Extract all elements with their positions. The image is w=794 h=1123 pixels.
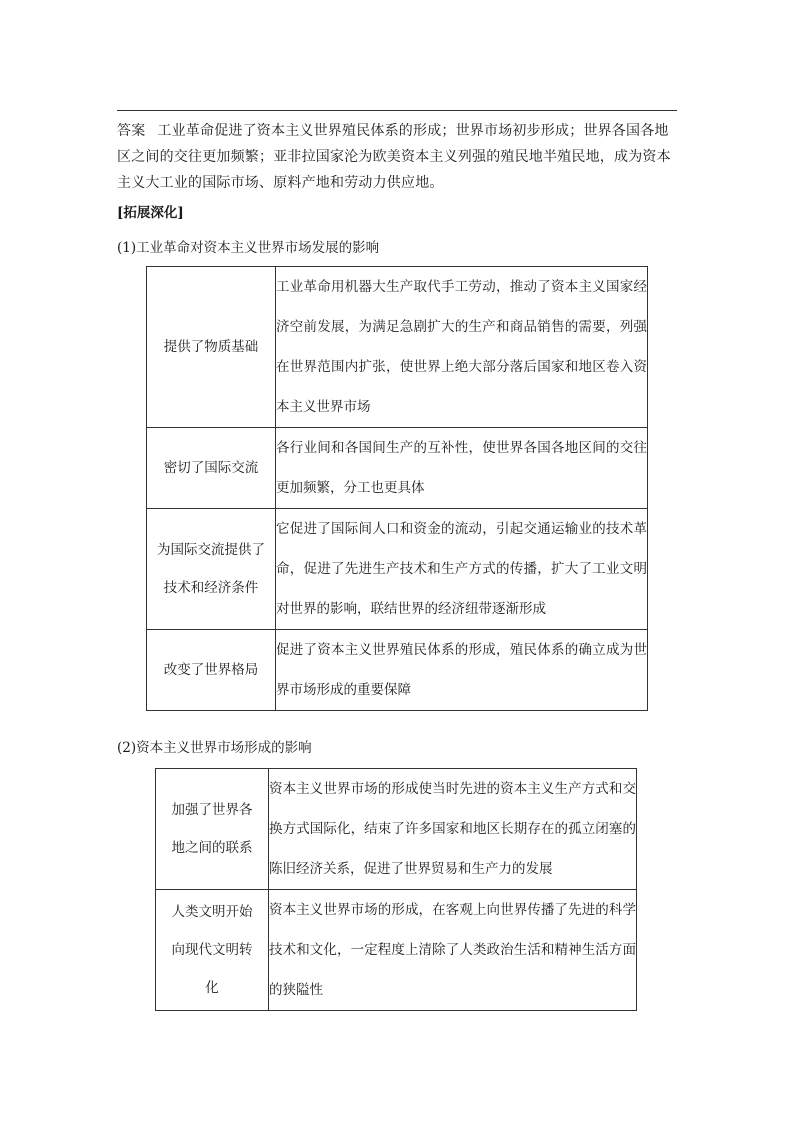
table1 [146,266,648,711]
row-value: 各行业间和各国间生产的互补性，使世界各国各地区间的交往更加频繁，分工也更具体 [276,428,648,509]
section-tag: [拓展深化] [117,205,184,221]
table2 [155,768,637,1011]
answer-paragraph [117,118,679,196]
row-key: 加强了世界各地之间的联系 [156,769,269,890]
row-key: 人类文明开始向现代文明转化 [156,890,269,1011]
table-row [147,267,648,428]
row-value: 它促进了国际间人口和资金的流动，引起交通运输业的技术革命，促进了先进生产技术和生产方式的传播，扩大了工业文明对世界的影响，联结世界的经济纽带逐渐形成 [276,509,648,630]
row-value: 资本主义世界市场的形成使当时先进的资本主义生产方式和交换方式国际化，结束了许多国家和地区长期存在的孤立闭塞的陈旧经济关系，促进了世界贸易和生产力的发展 [269,769,637,890]
table-row [147,428,648,509]
row-key: 密切了国际交流 [147,428,276,509]
top-rule [117,110,677,111]
table-row [147,509,648,630]
row-value: 工业革命用机器大生产取代手工劳动，推动了资本主义国家经济空前发展，为满足急剧扩大的生产和商品销售的需要，列强在世界范围内扩张，使世界上绝大部分落后国家和地区卷入资本主义世界市场 [276,267,648,428]
table-row [156,890,637,1011]
answer-label: 答案 [117,123,146,139]
table1-heading: (1)工业革命对资本主义世界市场发展的影响 [117,240,380,256]
table2-heading: (2)资本主义世界市场形成的影响 [117,740,312,756]
answer-text: 工业革命促进了资本主义世界殖民体系的形成；世界市场初步形成；世界各国各地区之间的交往更加频繁；亚非拉国家沦为欧美资本主义列强的殖民地半殖民地，成为资本主义大工业的国际市场、原料产地和劳动力供应地。 [117,123,671,191]
row-key: 为国际交流提供了技术和经济条件 [147,509,276,630]
row-key: 提供了物质基础 [147,267,276,428]
row-key: 改变了世界格局 [147,630,276,711]
row-value: 资本主义世界市场的形成，在客观上向世界传播了先进的科学技术和文化，一定程度上清除了人类政治生活和精神生活方面的狭隘性 [269,890,637,1011]
table-row [147,630,648,711]
table-row [156,769,637,890]
row-value: 促进了资本主义世界殖民体系的形成，殖民体系的确立成为世界市场形成的重要保障 [276,630,648,711]
